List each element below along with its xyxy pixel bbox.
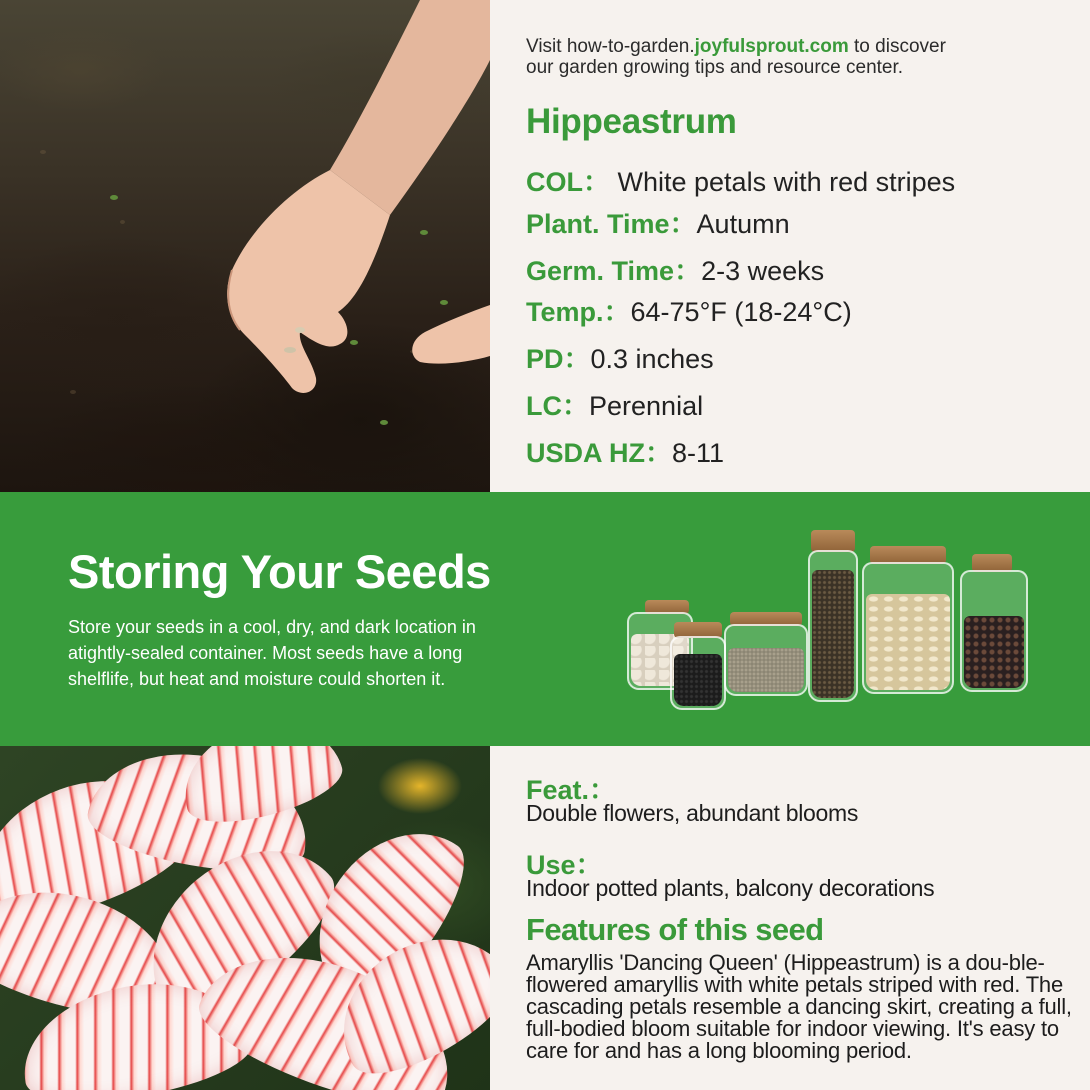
- use-value: Indoor potted plants, balcony decorations: [526, 875, 935, 901]
- soil-sowing-photo: [0, 0, 490, 492]
- spec-usda-hardiness-zone: [526, 431, 724, 470]
- storing-seeds-title: Storing Your Seeds: [68, 545, 491, 598]
- spec-value: 64-75°F (18-24°C): [630, 297, 852, 327]
- plant-name: Hippeastrum: [526, 102, 737, 141]
- spec-label: LC：: [526, 391, 589, 421]
- spec-temperature: [526, 290, 852, 329]
- spec-planting-depth: [526, 337, 714, 376]
- visit-website-notice: [526, 36, 946, 78]
- visit-suffix: to discover: [848, 36, 946, 57]
- spec-value: 8-11: [672, 438, 725, 468]
- spec-value: White petals with red stripes: [610, 167, 956, 197]
- spec-label: USDA HZ：: [526, 438, 672, 468]
- spec-label: COL：: [526, 167, 610, 197]
- spec-color: [526, 160, 955, 199]
- use-label: Use：: [526, 850, 603, 880]
- storing-seeds-text: Store your seeds in a cool, dry, and dark location in atightly-sealed container. Most seeds have a long shelflife, but heat and moisture could shorten it.: [68, 617, 476, 689]
- spec-label: PD：: [526, 344, 591, 374]
- seed-features-panel: [490, 746, 1090, 1090]
- spec-label: Germ. Time：: [526, 256, 702, 286]
- spec-label: Temp.：: [526, 297, 631, 327]
- spec-label: Plant. Time：: [526, 209, 697, 239]
- spec-value: 2-3 weeks: [701, 256, 825, 286]
- spec-planting-time: [526, 202, 790, 241]
- storing-seeds-band: [0, 492, 1090, 746]
- spec-value: Autumn: [696, 209, 790, 239]
- website-link[interactable]: joyfulsprout.com: [694, 36, 849, 57]
- hand-illustration: [0, 0, 490, 492]
- seed-features-title: Features of this seed: [526, 912, 824, 947]
- feature-label: Feat.：: [526, 775, 617, 805]
- visit-prefix: Visit how-to-garden.: [526, 36, 695, 57]
- spec-germination-time: [526, 249, 824, 288]
- spec-life-cycle: [526, 384, 703, 423]
- visit-line-2: our garden growing tips and resource center.: [526, 57, 904, 78]
- feature-value: Double flowers, abundant blooms: [526, 800, 859, 826]
- spec-value: 0.3 inches: [590, 344, 714, 374]
- spec-value: Perennial: [589, 391, 704, 421]
- seed-features-description: Amaryllis 'Dancing Queen' (Hippeastrum) is a dou-ble-flowered amaryllis with white petals striped with red. The cascading petals resemble a dancing skirt, creating a full, full-bodied bloom suitable for indoor viewing. It's easy to care for and has a long blooming period.: [526, 950, 1072, 1063]
- amaryllis-flower-photo: [0, 746, 490, 1090]
- plant-info-panel: [490, 0, 1090, 492]
